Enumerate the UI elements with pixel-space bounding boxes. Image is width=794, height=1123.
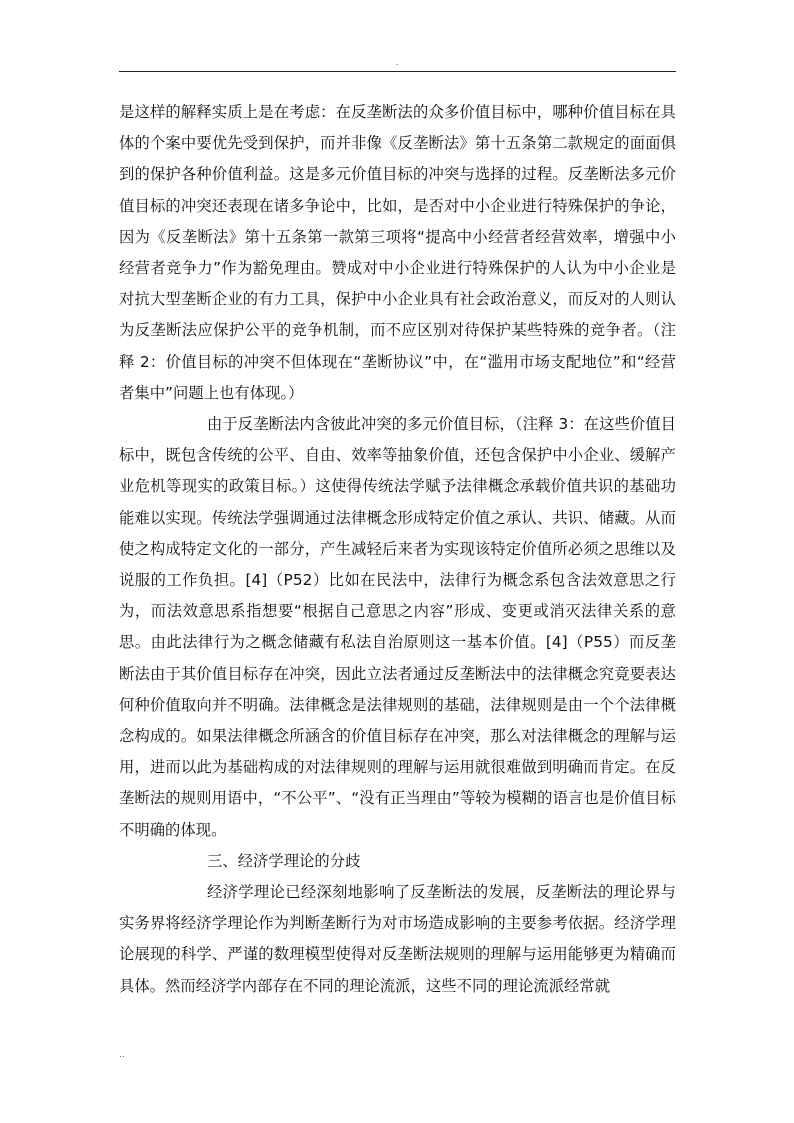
paragraph-economic-theory: 经济学理论已经深刻地影响了反垄断法的发展，反垄断法的理论界与实务界将经济学理论作为判断垄断行为对市场造成影响的主要参考依据。经济学理论展现的科学、严谨的数理模型使得对反垄断法规则的理解与运用能够更为精确而具体。然而经济学内部存在不同的理论流派，这些不同的理论流派经常就 [119,883,676,995]
header-mark: . [395,58,399,68]
header-rule [119,71,676,72]
paragraph-value-conflict: 是这样的解释实质上是在考虑：在反垄断法的众多价值目标中，哪种价值目标在具体的个案中要优先受到保护，而并非像《反垄断法》第十五条第二款规定的面面俱到的保护各种价值利益。这是多元价值目标的冲突与选择的过程。反垄断法多元价值目标的冲突还表现在诸多争论中，比如，是否对中小企业进行特殊保护的争论，因为《反垄断法》第十五条第一款第三项将“提高中小经营者经营效率，增强中小经营者竞争力”作为豁免理由。赞成对中小企业进行特殊保护的人认为中小企业是对抗大型垄断企业的有力工具，保护中小企业具有社会政治意义，而反对的人则认为反垄断法应保护公平的竞争机制，而不应区别对待保护某些特殊的竞争者。（注释 2：价值目标的冲突不但体现在“垄断协议”中，在“滥用市场支配地位”和“经营者集中”问题上也有体现。） [119,103,676,402]
section-heading-economics: 三、经济学理论的分歧 [207,851,361,870]
footer-mark: .. [119,1050,125,1060]
paragraph-legal-concepts: 由于反垄断法内含彼此冲突的多元价值目标，（注释 3：在这些价值目标中，既包含传统的公平、自由、效率等抽象价值，还包含保护中小企业、缓解产业危机等现实的政策目标。）这使得传统法学赋予法律概念承载价值共识的基础功能难以实现。传统法学强调通过法律概念形成特定价值之承认、共识、储藏。从而使之构成特定文化的一部分，产生减轻后来者为实现该特定价值所必须之思维以及说服的工作负担。[4]（P52）比如在民法中，法律行为概念系包含法效意思之行为，而法效意思系指想要“根据自己意思之内容”形成、变更或消灭法律关系的意思。由此法律行为之概念储藏有私法自治原则这一基本价值。[4]（P55）而反垄断法由于其价值目标存在冲突，因此立法者通过反垄断法中的法律概念究竟要表达何种价值取向并不明确。法律概念是法律规则的基础，法律规则是由一个个法律概念构成的。如果法律概念所涵含的价值目标存在冲突，那么对法律概念的理解与运用，进而以此为基础构成的对法律规则的理解与运用就很难做到明确而肯定。在反垄断法的规则用语中，“不公平”、“没有正当理由”等较为模糊的语言也是价值目标不明确的体现。 [119,415,676,839]
document-body [119,97,676,1002]
